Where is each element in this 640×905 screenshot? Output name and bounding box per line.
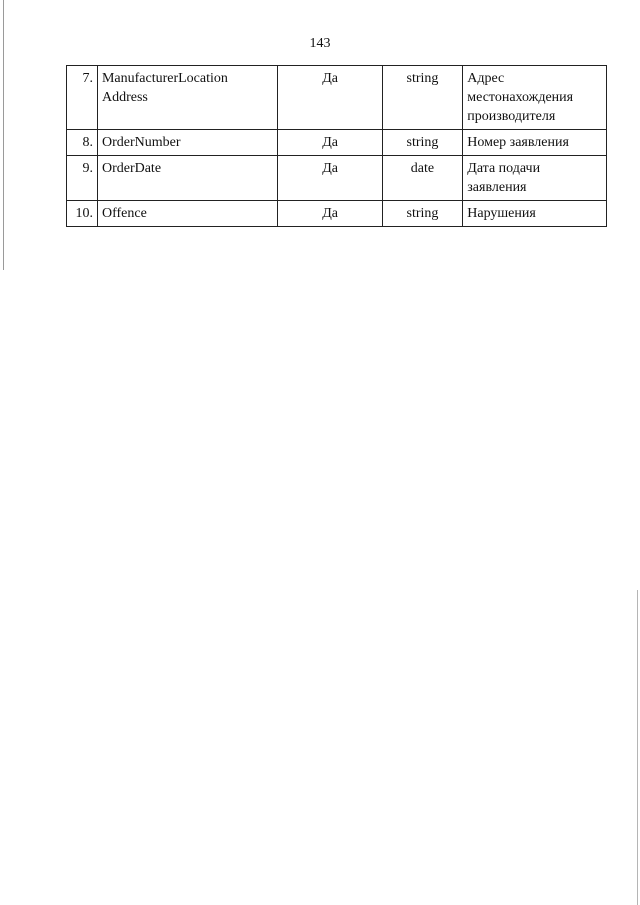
page-number: 143 [309, 36, 331, 51]
field-type: string [382, 201, 463, 227]
field-name: OrderDate [97, 156, 278, 201]
field-name: ManufacturerLocation Address [97, 66, 278, 130]
field-spec-table [66, 65, 607, 227]
table-row [67, 130, 607, 156]
scan-margin-line-right [637, 590, 638, 905]
field-type: date [382, 156, 463, 201]
field-required: Да [278, 156, 382, 201]
row-number: 9. [67, 156, 98, 201]
table-row [67, 66, 607, 130]
table-row [67, 156, 607, 201]
field-description: Адрес местонахождения производителя [463, 66, 607, 130]
row-number: 8. [67, 130, 98, 156]
field-description: Дата подачи заявления [463, 156, 607, 201]
row-number: 7. [67, 66, 98, 130]
field-required: Да [278, 201, 382, 227]
field-name: Offence [97, 201, 278, 227]
field-required: Да [278, 130, 382, 156]
field-type: string [382, 66, 463, 130]
field-type: string [382, 130, 463, 156]
field-name: OrderNumber [97, 130, 278, 156]
table-row [67, 201, 607, 227]
field-description: Номер заявления [463, 130, 607, 156]
field-required: Да [278, 66, 382, 130]
field-description: Нарушения [463, 201, 607, 227]
row-number: 10. [67, 201, 98, 227]
